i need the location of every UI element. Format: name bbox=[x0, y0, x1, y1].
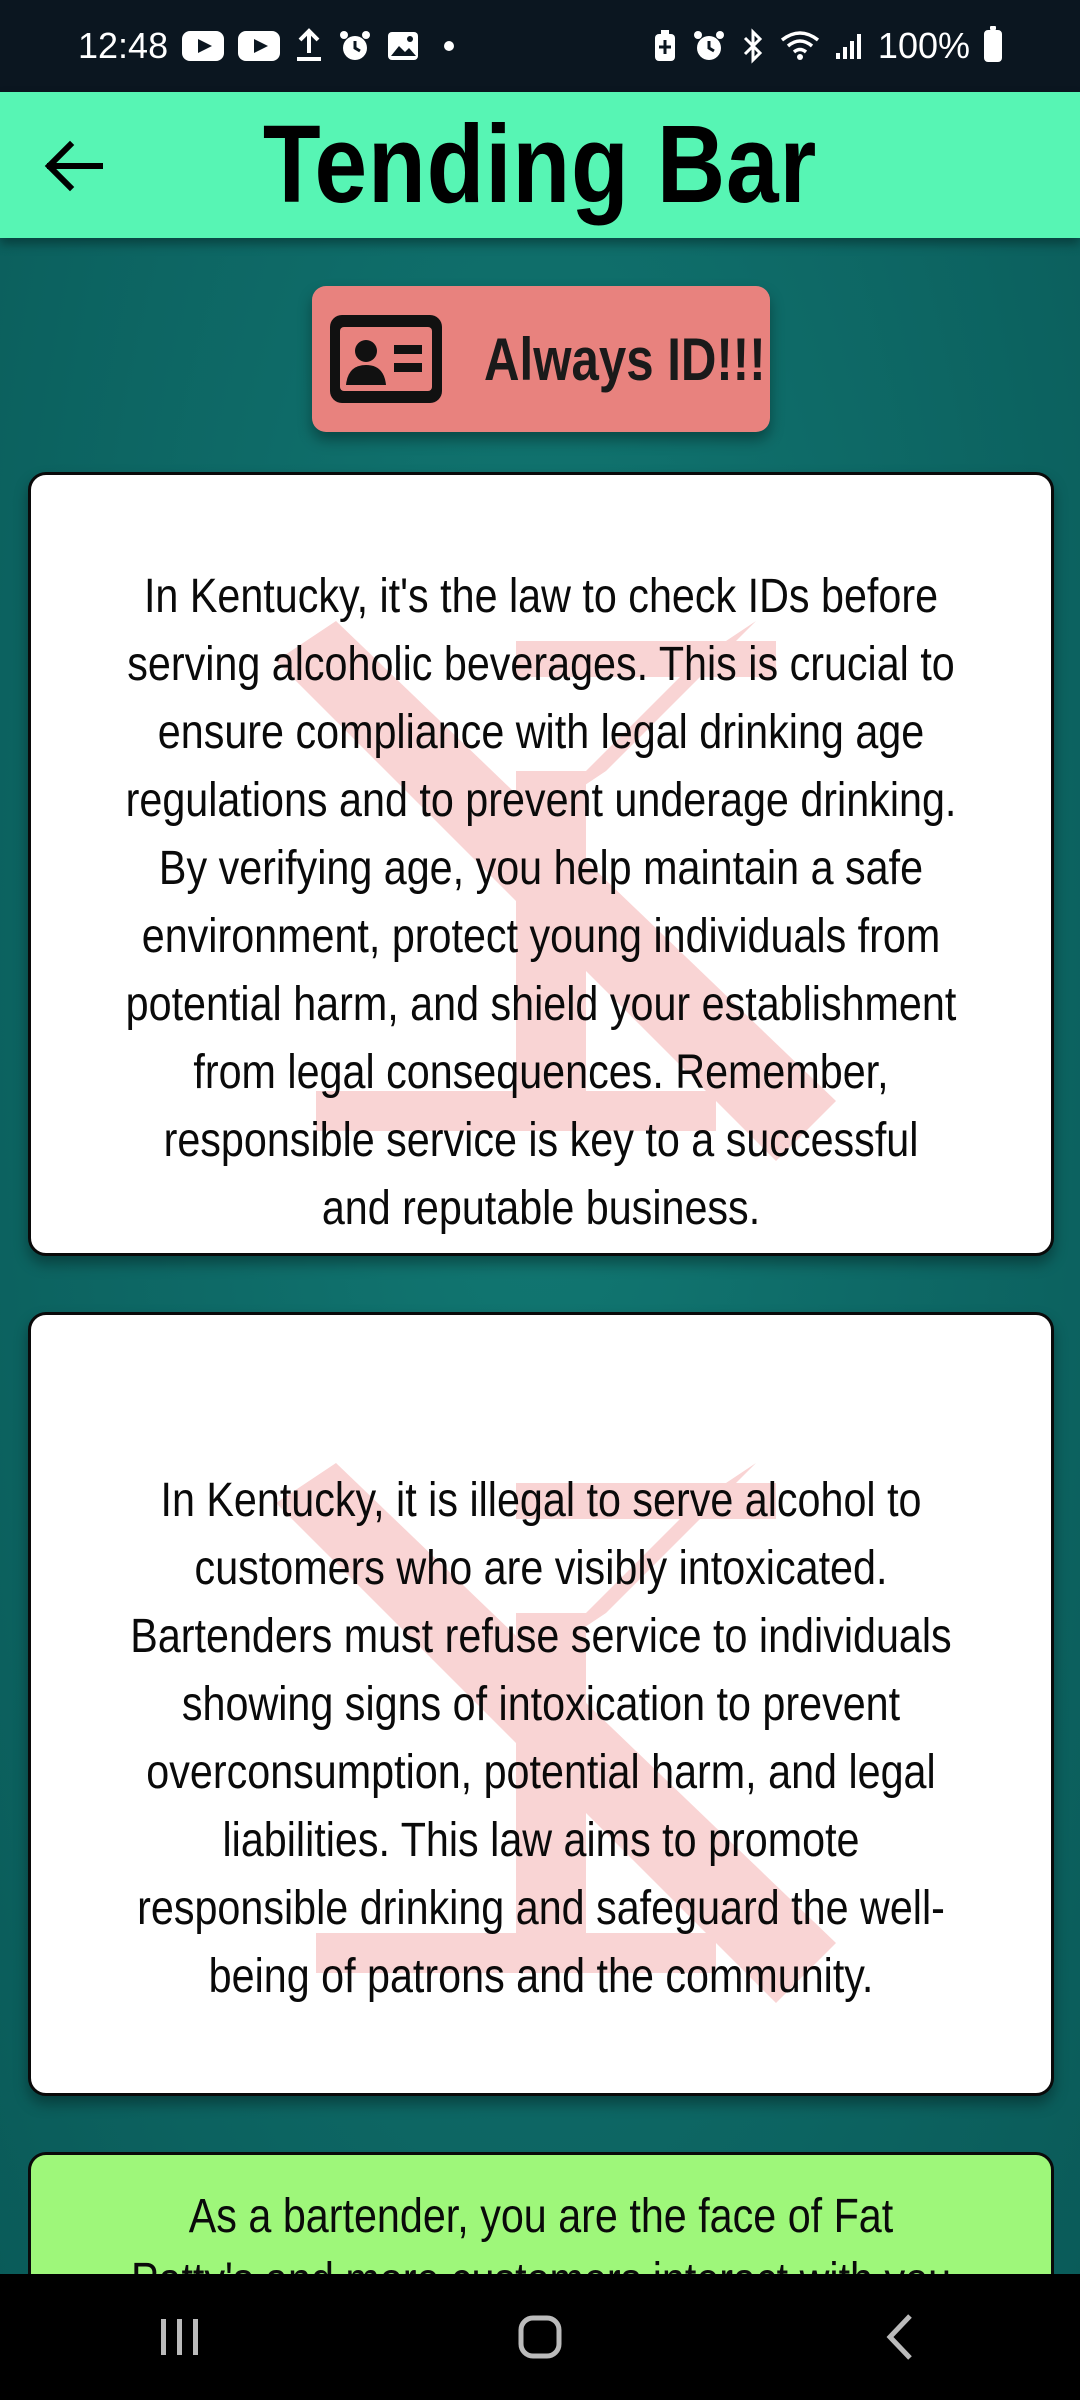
image-icon bbox=[386, 30, 420, 62]
home-button[interactable] bbox=[480, 2292, 600, 2382]
navigation-bar bbox=[0, 2274, 1080, 2400]
status-right bbox=[652, 25, 1002, 67]
notification-dot-icon bbox=[444, 41, 454, 51]
intoxication-law-card bbox=[28, 1312, 1054, 2096]
page-title: Tending Bar bbox=[262, 103, 818, 226]
system-back-button[interactable] bbox=[840, 2292, 960, 2382]
status-bar bbox=[0, 0, 1080, 92]
status-left bbox=[78, 25, 454, 67]
id-card-icon bbox=[326, 311, 446, 407]
nav-back-icon bbox=[880, 2312, 920, 2362]
battery-saver-icon bbox=[652, 29, 678, 63]
alarm-icon bbox=[338, 29, 372, 63]
status-time: 12:48 bbox=[78, 25, 169, 66]
youtube-icon bbox=[238, 31, 280, 61]
bluetooth-icon bbox=[740, 29, 766, 63]
id-law-card bbox=[28, 472, 1054, 1256]
always-id-label: Always ID!!! bbox=[484, 325, 766, 393]
youtube-icon bbox=[182, 31, 224, 61]
alarm-icon bbox=[692, 29, 726, 63]
upload-icon bbox=[294, 29, 324, 63]
home-icon bbox=[515, 2312, 565, 2362]
app-header bbox=[0, 92, 1080, 238]
card-paragraph: In Kentucky, it is illegal to serve alcohol to customers who are visibly intoxicated. Bartenders must refuse service to individuals showing signs of intoxication to prevent overconsumption, potential harm, and legal liabilities. This law aims to promote responsible drinking and safeguard the well-being of patrons and the community. bbox=[130, 1474, 952, 2003]
battery-icon bbox=[984, 30, 1002, 62]
recents-button[interactable] bbox=[120, 2292, 240, 2382]
signal-icon bbox=[834, 31, 864, 61]
always-id-button[interactable] bbox=[312, 286, 770, 432]
card-paragraph: As a bartender, you are the face of Fat bbox=[188, 2190, 894, 2243]
wifi-icon bbox=[780, 30, 820, 62]
card-text bbox=[57, 1467, 1025, 2011]
card-text bbox=[57, 563, 1025, 1243]
card-paragraph: In Kentucky, it's the law to check IDs before serving alcoholic beverages. This is crucial to ensure compliance with legal drinking age regulations and to prevent underage drinking. By verifying age, you help maintain a safe environment, protect young individuals from potential harm, and shield your establishment from legal consequences. Remember, responsible service is key to a successful and reputable business. bbox=[125, 570, 957, 1235]
battery-percent: 100% bbox=[877, 25, 970, 66]
recents-icon bbox=[155, 2315, 205, 2359]
